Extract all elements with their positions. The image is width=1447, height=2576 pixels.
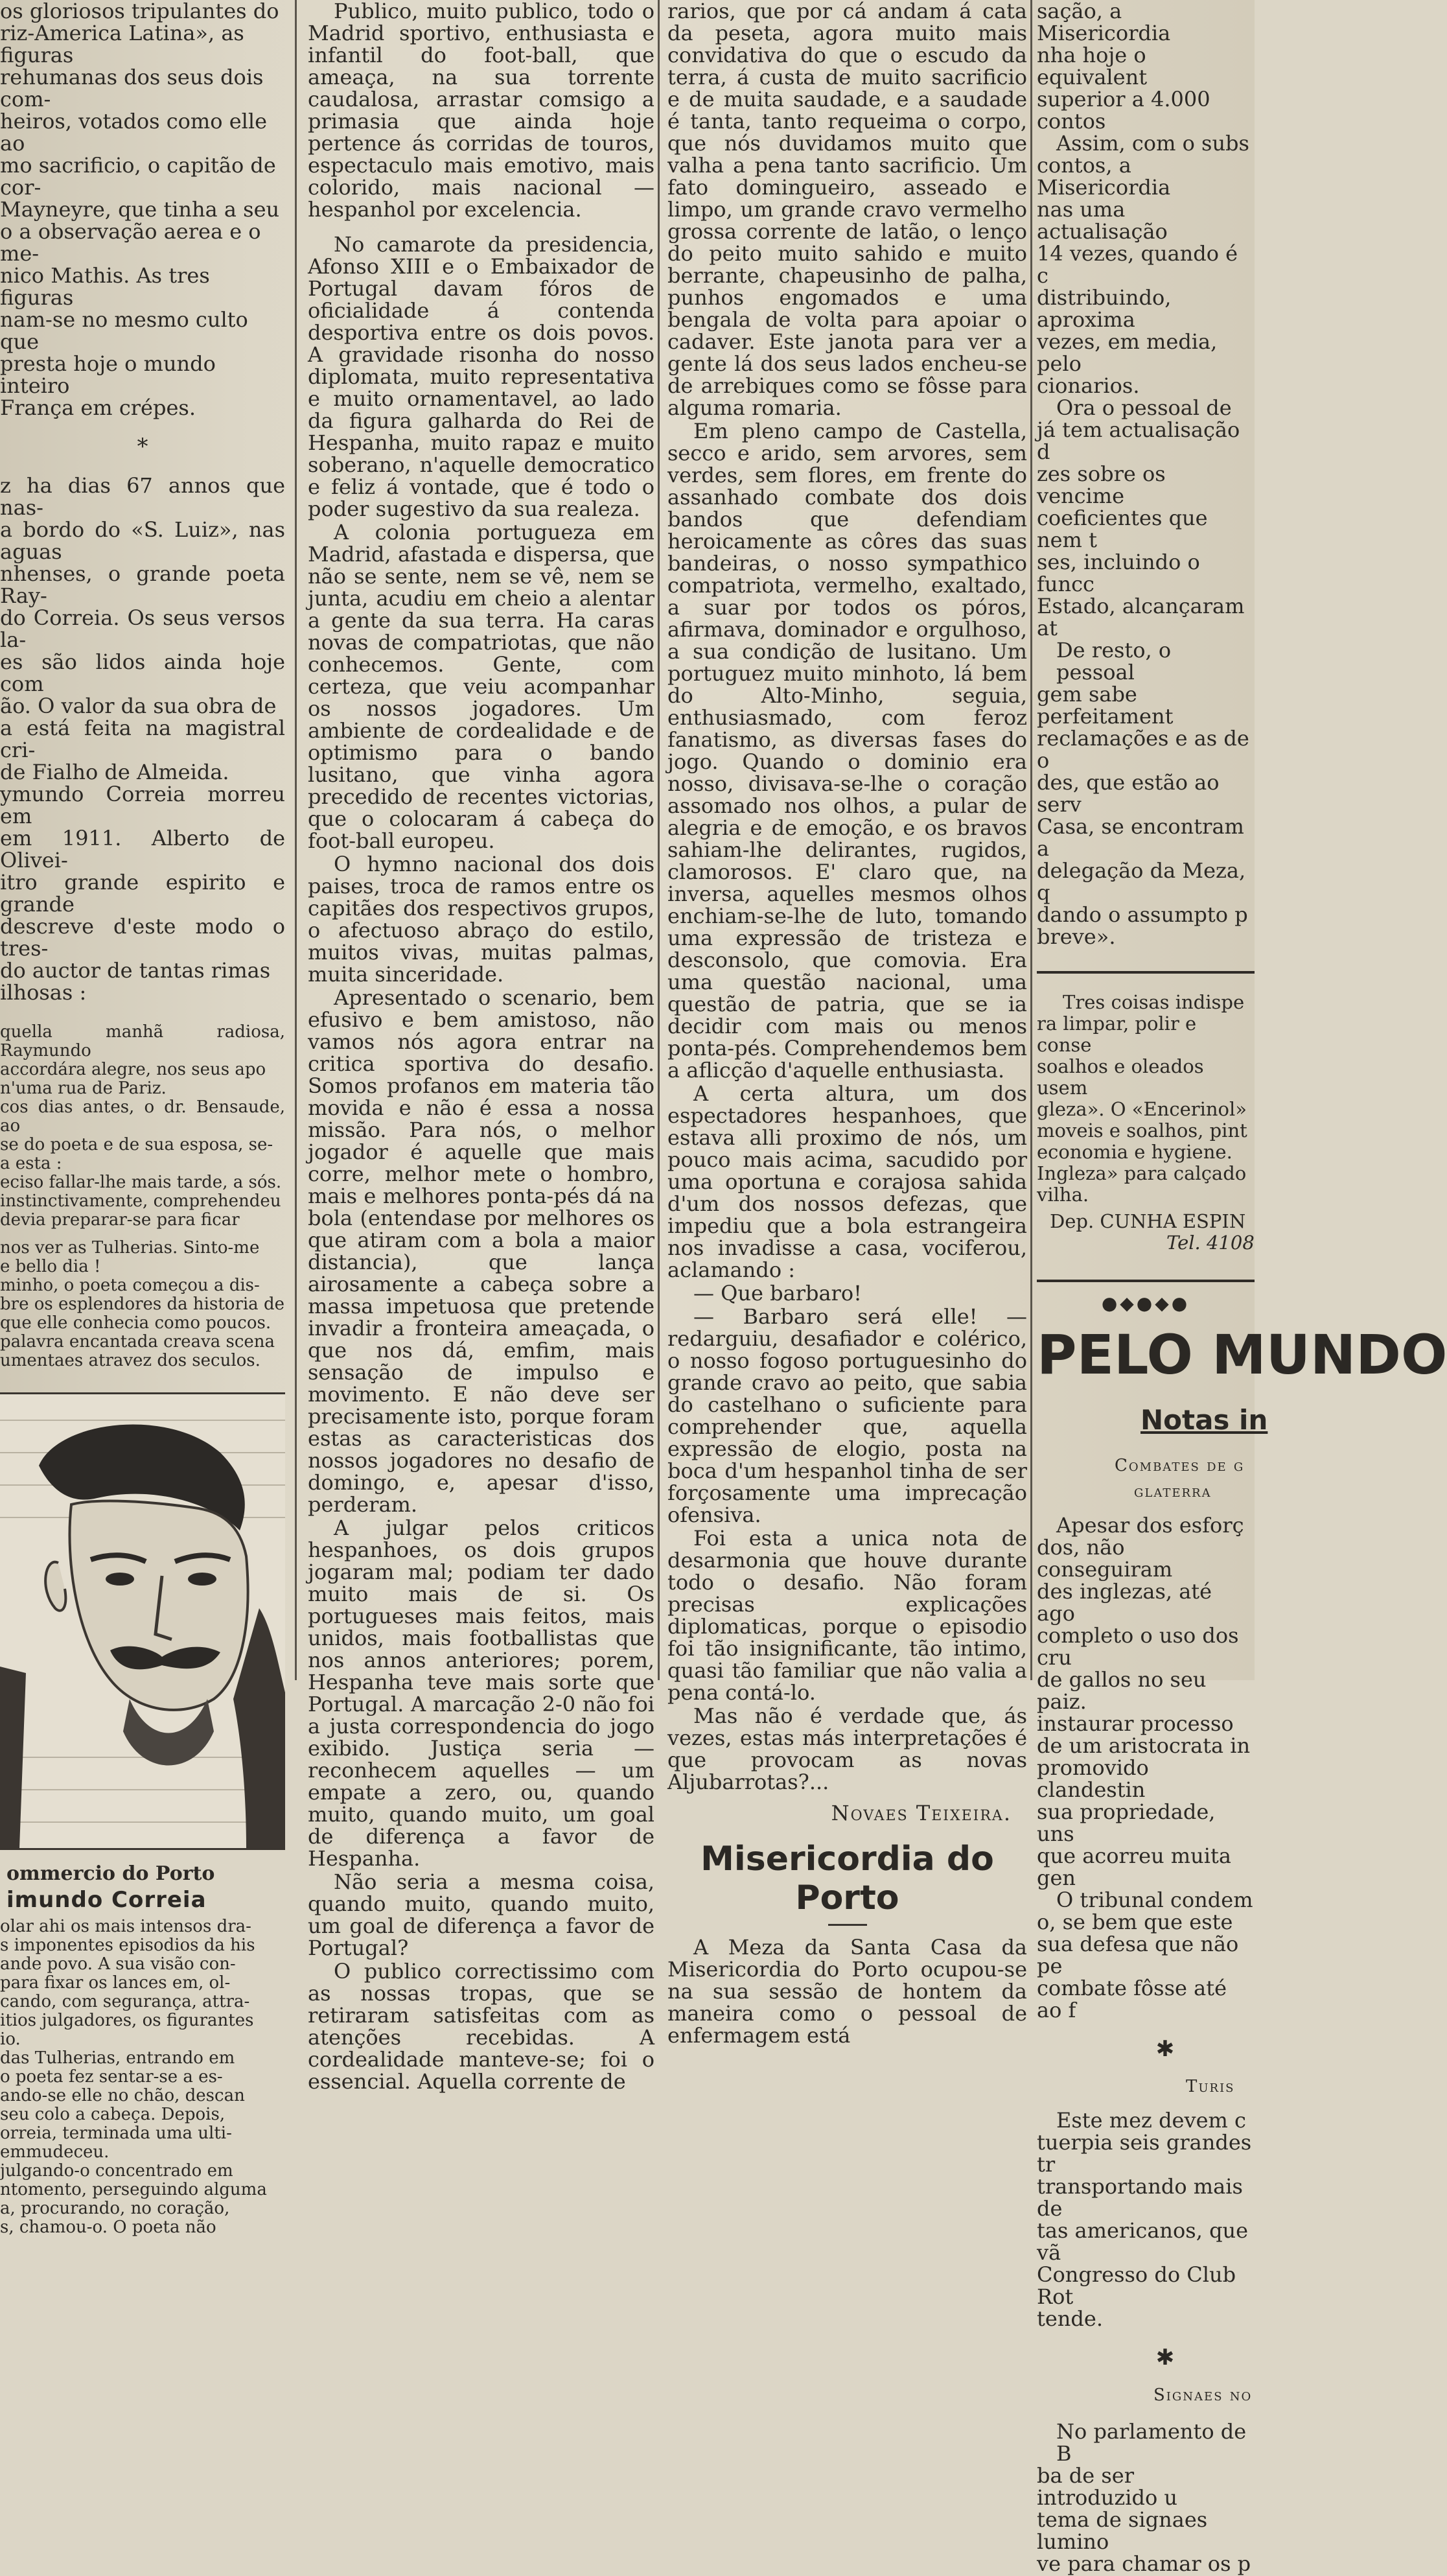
text-line: io. — [0, 2030, 21, 2049]
text-line: que acorreu muita gen — [1037, 1844, 1231, 1890]
paragraph: — Barbaro será elle! — redarguiu, desafiador e colérico, o nosso fogoso portuguesinho do grande cravo ao peito, que sabia do castelhano o suficiente para comprehender que, aquella expressão de elogio, posta na boca d'um hespanhol tinha de ser forçosamente uma imprecação ofensiva. — [667, 1304, 1027, 1527]
text-line: Casa, se encontram a — [1037, 814, 1244, 861]
text-line: distribuindo, aproxima — [1037, 285, 1172, 332]
paragraph: A colonia portugueza em Madrid, afastada e dispersa, que não se sente, nem se vê, nem se junta, acudiu em cheio a alentar a gente da sua terra. Ha caras novas de compatriotas, que não conhecemos. Gente, com certeza, que veiu acompanhar os nossos jogadores. Um ambiente de cordealidade e de optimismo para o bando lusitano, que vinha agora precedido de recentes victorias, que o colocaram á cabeça do foot-ball europeu. — [308, 520, 654, 853]
text-line: economia e hygiene. — [1037, 1141, 1233, 1163]
text-line: do Correia. Os seus versos la- — [0, 605, 285, 652]
text-line: o, se bem que este — [1037, 1910, 1233, 1934]
text-line: Congresso do Club Rot — [1037, 2262, 1236, 2309]
text-line: s, chamou-o. O poeta não — [0, 2218, 216, 2237]
text-line: s imponentes episodios da his — [0, 1936, 255, 1955]
paragraph: Publico, muito publico, todo o Madrid sportivo, enthusiasta e infantil do foot-ball, que ameaça, na sua torrente caudalosa, arrastar comsigo a primasia que ainda hoje pertence ás corridas de touros, espectaculo mais emotivo, mais colorido, mais nacional — hespanhol por excelencia. — [308, 0, 654, 222]
text-line: itios julgadores, os figurantes — [0, 2011, 254, 2030]
text-line: tema de signaes lumino — [1037, 2507, 1208, 2554]
text-line: nha hoje o equivalent — [1037, 43, 1148, 89]
portrait-caption-name: imundo Correia — [6, 1887, 207, 1913]
col1-mid-block — [0, 474, 285, 1003]
text-line: ymundo Correia morreu em — [0, 782, 285, 828]
text-line: e bello dia ! — [0, 1257, 101, 1276]
text-line: os gloriosos tripulantes do — [0, 0, 279, 23]
col1-bottom-block — [0, 1917, 285, 2237]
ad-depot: Dep. CUNHA ESPIN — [1050, 1210, 1246, 1232]
text-line: julgando-o concentrado em — [0, 2161, 233, 2181]
section-star-divider: ✱ — [1155, 2345, 1175, 2371]
text-line: emmudeceu. — [0, 2142, 110, 2162]
section-rule — [1037, 1280, 1255, 1282]
text-line: riz-America Latina», as figuras — [0, 21, 244, 67]
section-star-divider: * — [137, 434, 148, 460]
col1-top-block — [0, 0, 285, 419]
text-line: o a observação aerea e o me- — [0, 219, 261, 266]
text-line: ses, incluindo o funcc — [1037, 550, 1200, 596]
text-line: já tem actualisação d — [1037, 417, 1240, 464]
text-line: nos ver as Tulherias. Sinto-me — [0, 1238, 260, 1258]
col4-top-block — [1037, 0, 1255, 948]
text-line: o poeta fez sentar-se a es- — [0, 2067, 223, 2087]
text-line: rehumanas dos seus dois com- — [0, 65, 264, 111]
column-3 — [667, 0, 1027, 2048]
text-line: contos, a Misericordia — [1037, 153, 1171, 200]
text-line: das Tulherias, entrando em — [0, 2048, 235, 2068]
text-line: sua propriedade, uns — [1037, 1799, 1216, 1846]
text-line: ra limpar, polir e conse — [1037, 1013, 1197, 1056]
text-line: No parlamento de B — [1056, 2419, 1247, 2466]
text-line: Apesar dos esforç — [1056, 1513, 1244, 1538]
portrait-illustration — [0, 1392, 285, 1850]
column-2-football-article — [308, 0, 654, 2094]
text-line: ntomento, perseguindo alguma — [0, 2180, 267, 2199]
news-body — [1037, 1514, 1255, 2021]
text-line: De resto, o pessoal — [1056, 638, 1172, 685]
text-line: cos dias antes, o dr. Bensaude, ao — [0, 1097, 285, 1136]
paragraph: O hymno nacional dos dois paises, troca de ramos entre os capitães dos respectivos grupos, o afectuoso abraço do estilo, muitos vivas, muitas palmas, muita sinceridade. — [308, 852, 654, 987]
text-line: nhenses, o grande poeta Ray- — [0, 561, 285, 608]
text-line: gem sabe perfeitament — [1037, 682, 1174, 729]
text-line: nam-se no mesmo culto que — [0, 307, 248, 354]
paragraph: O publico correctissimo com as nossas tropas, que se retiraram satisfeitas com as atenções recebidas. A cordealidade manteve-se; foi o essencial. Aquella corrente de — [308, 1959, 654, 2094]
text-line: Ingleza» para calçado — [1037, 1162, 1247, 1184]
text-line: Tres coisas indispe — [1063, 991, 1245, 1013]
text-line: tas americanos, que vã — [1037, 2218, 1249, 2265]
text-line: umentaes atravez dos seculos. — [0, 1351, 260, 1370]
text-line: bre os esplendores da historia de — [0, 1294, 284, 1314]
text-line: de gallos no seu paiz. — [1037, 1667, 1207, 1714]
text-line: palavra encantada creava scena — [0, 1332, 275, 1352]
paragraph: — Que barbaro! — [693, 1281, 862, 1306]
text-line: a, procurando, no coração, — [0, 2199, 230, 2218]
news-kicker: Turis — [1186, 2077, 1235, 2096]
paragraph: Em pleno campo de Castella, secco e arido, sem arvores, sem verdes, sem flores, em frente do assanhado combate dos dois bandos que defendiam heroicamente as côres das suas bandeiras, o nosso sympathico compatriota, vermelho, exaltado, a suar por todos os póros, afirmava, dominador e orgulhoso, a sua condição de lusitano. Um portuguez muito minhoto, lá bem do Alto-Minho, seguia, enthusiasmado, com feroz fanatismo, as diversas fases do jogo. Quando o dominio era nosso, divisava-se-lhe o coração assomado nos olhos, a pular de alegria e de emoção, e os bravos sahiam-lhe delirantes, rugidos, clamorosos. E' claro que, na inversa, aquelles mesmos olhos enchiam-se-lhe de luto, tomando uma expressão de tristeza e desconsolo, que comovia. Era uma questão nacional, uma questão de patria, que se ia decidir com mais ou menos ponta-pés. Comprehendemos bem a aflicção d'aquelle enthusiasta. — [667, 419, 1027, 1083]
text-line: mo sacrificio, o capitão de cor- — [0, 153, 276, 200]
paragraph: Foi esta a unica nota de desarmonia que houve durante todo o desafio. Não foram precisas explicações diplomaticas, porque o episodio foi tão insignificante, tão intimo, quasi tão familiar que não valia a pena contá-lo. — [667, 1526, 1027, 1705]
text-line: zes sobre os vencime — [1037, 462, 1166, 508]
text-line: minho, o poeta começou a dis- — [0, 1276, 260, 1295]
text-line: orreia, terminada uma ulti- — [0, 2124, 232, 2143]
paragraph: A certa altura, um dos espectadores hespanhoes, que estava alli proximo de nós, um pouco mais acima, sacudido por uma oportuna e corajosa sahida d'um dos nossos defezas, que impediu que a bola estrangeira nos invadisse a casa, vociferou, aclamando : — [667, 1081, 1027, 1282]
text-line: tuerpia seis grandes tr — [1037, 2130, 1252, 2177]
section-star-divider: ✱ — [1155, 2036, 1175, 2062]
text-line: a está feita na magistral cri- — [0, 716, 285, 762]
text-line: cionarios. — [1037, 373, 1140, 398]
news-kicker-continued: glaterra — [1134, 1482, 1212, 1501]
text-line: Mayneyre, que tinha a seu — [0, 197, 280, 222]
section-title: PELO MUNDO — [1037, 1323, 1447, 1387]
text-line: França em crépes. — [0, 395, 196, 420]
text-line: accordára alegre, nos seus apo — [0, 1060, 266, 1079]
text-line: quella manhã radiosa, Raymundo — [0, 1022, 285, 1060]
text-line: para fixar os lances em, ol- — [0, 1973, 231, 1993]
news-body — [1037, 2109, 1255, 2330]
text-line: de Fialho de Almeida. — [0, 760, 229, 784]
text-line: heiros, votados como elle ao — [0, 109, 268, 156]
text-line: que elle conhecia como poucos. — [0, 1313, 272, 1333]
text-line: ão. O valor da sua obra de — [0, 694, 277, 718]
text-line: a bordo do «S. Luiz», nas aguas — [0, 517, 285, 564]
text-line: promovido clandestin — [1037, 1755, 1149, 1802]
text-line: sação, a Misericordia — [1037, 0, 1171, 45]
text-line: presta hoje o mundo inteiro — [0, 351, 216, 398]
text-line: vilha. — [1037, 1184, 1089, 1206]
text-line: z ha dias 67 annos que nas- — [0, 473, 285, 520]
news-kicker: Combates de g — [1115, 1456, 1245, 1475]
portrait-drawing — [0, 1394, 285, 1848]
text-line: se do poeta e de sua esposa, se- — [0, 1135, 273, 1154]
text-line: coeficientes que nem t — [1037, 506, 1208, 552]
paragraph: No camarote da presidencia, Afonso XIII e o Embaixador de Portugal davam fóros de oficialidade á contenda desportiva entre os dois povos. A gravidade risonha do nosso diplomata, muito representativa e muito ornamentavel, ao lado da figura galharda do Rei de Hespanha, muito rapaz e muito soberano, n'aquelle democratico e feliz á vontade, que é todo o poder sugestivo da sua realeza. — [308, 232, 654, 521]
text-line: em 1911. Alberto de Olivei- — [0, 826, 285, 872]
text-line: nas uma actualisação — [1037, 197, 1168, 244]
text-line: devia preparar-se para ficar — [0, 1210, 240, 1230]
text-line: Assim, com o subs — [1056, 131, 1249, 156]
text-line: do auctor de tantas rimas — [0, 958, 271, 983]
text-line: des, que estão ao serv — [1037, 770, 1220, 817]
text-line: breve». — [1037, 924, 1116, 949]
news-body — [1037, 2420, 1255, 2575]
column-rule-3 — [1030, 0, 1032, 1680]
text-line: reclamações e as de o — [1037, 726, 1249, 773]
encerinol-advertisement — [1037, 992, 1255, 1254]
text-line: Estado, alcançaram at — [1037, 594, 1245, 640]
paragraph: Não seria a mesma coisa, quando muito, quando muito, um goal de diferença a favor de Portugal? — [308, 1869, 654, 1960]
subsection-title: Notas in — [1140, 1404, 1268, 1436]
text-line: gleza». O «Encerinol» — [1037, 1098, 1247, 1120]
text-line: ande povo. A sua visão con- — [0, 1954, 236, 1974]
text-line: Ora o pessoal de — [1056, 395, 1232, 420]
section-rule — [1037, 971, 1255, 974]
text-line: vezes, em media, pelo — [1037, 329, 1218, 376]
text-line: des inglezas, até ago — [1037, 1579, 1212, 1626]
text-line: ba de ser introduzido u — [1037, 2463, 1177, 2510]
col1-quote-block — [0, 1023, 285, 1370]
text-line: nico Mathis. As tres figuras — [0, 263, 210, 310]
text-line: cando, com segurança, attra- — [0, 1992, 250, 2011]
text-line: delegação da Meza, q — [1037, 858, 1246, 905]
text-line: ve para chamar os p — [1037, 2551, 1251, 2576]
text-line: transportando mais de — [1037, 2174, 1243, 2221]
portrait-caption-source: ommercio do Porto — [6, 1862, 215, 1885]
text-line: olar ahi os mais intensos dra- — [0, 1917, 251, 1936]
column-rule-1 — [295, 0, 297, 1680]
paragraph: A julgar pelos criticos hespanhoes, os dois grupos jogaram mal; podiam ter dado muito mais de si. Os portugueses mais feitos, mais unidos, mais footballistas que nos annos anteriores; porem, Hespanha teve mais sorte que Portugal. A marcação 2-0 não foi a justa correspondencia do jogo exibido. Justiça seria — reconhecem aquelles — um empate a zero, ou, quando muito, quando muito, um goal de diferença a favor de Hespanha. — [308, 1516, 654, 1871]
text-line: combate fôsse até ao f — [1037, 1976, 1227, 2022]
column-4 — [1037, 0, 1447, 2576]
text-line: superior a 4.000 contos — [1037, 87, 1210, 134]
paragraph: A Meza da Santa Casa da Misericordia do Porto ocupou-se na sua sessão de hontem da maneira como o pessoal de enfermagem está — [667, 1935, 1027, 2048]
text-line: Este mez devem c — [1056, 2108, 1246, 2133]
paragraph: Mas não é verdade que, ás vezes, estas más interpretações é que provocam as novas Aljubarrotas?... — [667, 1704, 1027, 1794]
ad-telephone: Tel. 4108 — [1166, 1232, 1255, 1254]
text-line: instaurar processo — [1037, 1711, 1234, 1736]
column-1 — [0, 0, 285, 2237]
text-line: eciso fallar-lhe mais tarde, a sós. — [0, 1173, 282, 1192]
text-line: dando o assumpto p — [1037, 902, 1248, 927]
text-line: completo o uso dos cru — [1037, 1623, 1239, 1670]
text-line: descreve d'este modo o tres- — [0, 914, 285, 961]
text-line: de um aristocrata in — [1037, 1733, 1251, 1758]
text-line: soalhos e oleados usem — [1037, 1055, 1204, 1099]
paragraph: rarios, que por cá andam á cata da peseta, agora muito mais convidativa do que o escudo da terra, á custa de muito sacrificio e de muita saudade, e a saudade é tanta, tanto requeima o corpo, que nós duvidamos muito que valha a pena tanto sacrificio. Um fato domingueiro, asseado e limpo, um grande cravo vermelho grossa corrente de latão, o lenço do peito muito sahido e muito berrante, chapeusinho de palha, punhos engomados e uma bengala de volta para apoiar o cadaver. Este janota para ver a gente lá dos seus lados encheu-se de arrebiques como se fôsse para alguma romaria. — [667, 0, 1027, 420]
text-line: sua defesa que não pe — [1037, 1932, 1239, 1978]
text-line: tende. — [1037, 2306, 1103, 2331]
text-line: dos, não conseguiram — [1037, 1535, 1173, 1582]
text-line: moveis e soalhos, pint — [1037, 1119, 1247, 1142]
text-line: seu colo a cabeça. Depois, — [0, 2105, 226, 2124]
text-line: n'uma rua de Pariz. — [0, 1079, 167, 1098]
text-line: O tribunal condem — [1056, 1888, 1253, 1912]
text-line: es são lidos ainda hoje com — [0, 650, 285, 696]
text-line: 14 vezes, quando é c — [1037, 241, 1238, 288]
text-line: ando-se elle no chão, descan — [0, 2086, 245, 2105]
news-kicker: Signaes no — [1153, 2385, 1253, 2405]
text-line: instinctivamente, comprehendeu — [0, 1191, 281, 1211]
text-line: a esta : — [0, 1154, 62, 1173]
text-line: ilhosas : — [0, 980, 87, 1005]
text-line: itro grande espirito e grande — [0, 870, 285, 917]
column-rule-2 — [658, 0, 660, 1680]
paragraph: Apresentado o scenario, bem efusivo e bem amistoso, não vamos nós agora entrar na critica sportiva do desafio. Somos profanos em materia tão movida e não é essa a nossa missão. Para nós, o melhor jogador é aquelle que mais corre, melhor mete o hombro, mais e melhores ponta-pés dá na bola (entendase por melhores os que atiram com a bola a maior distancia), que lança airosamente a cabeça sobre a massa impetuosa que pretende invadir a fronteira ameaçada, o que nos dá, emfim, mais sensação de impulso e movimento. E não deve ser precisamente isto, porque foram estas as caracteristicas dos nossos jogadores no desafio de domingo, e, apesar d'isso, perderam. — [308, 985, 654, 1517]
article-headline: Misericordia do Porto — [700, 1840, 994, 1917]
headline-divider — [828, 1924, 867, 1926]
author-signature: Novaes Teixeira. — [831, 1801, 1012, 1825]
ornament-divider: ●◆●◆● — [1101, 1293, 1190, 1314]
